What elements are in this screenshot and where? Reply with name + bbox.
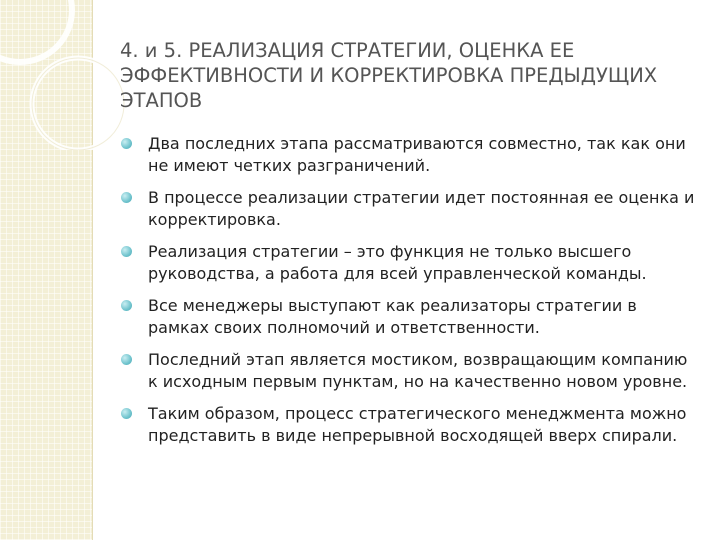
bullet-dot-icon xyxy=(121,192,132,203)
bullet-item xyxy=(120,349,698,393)
bullet-text: Два последних этапа рассматриваются совместно, так как они не имеют четких разграничений. xyxy=(148,134,686,175)
bullet-item xyxy=(120,241,698,285)
bullet-dot-icon xyxy=(121,354,132,365)
bullet-text: Все менеджеры выступают как реализаторы стратегии в рамках своих полномочий и ответственности. xyxy=(148,296,637,337)
bullet-item xyxy=(120,295,698,339)
bullet-dot-icon xyxy=(121,138,132,149)
slide-title: 4. и 5. РЕАЛИЗАЦИЯ СТРАТЕГИИ, ОЦЕНКА ЕЕ ЭФФЕКТИВНОСТИ И КОРРЕКТИРОВКА ПРЕДЫДУЩИХ ЭТАПОВ xyxy=(120,39,658,112)
bullet-dot-icon xyxy=(121,408,132,419)
bullet-text: Реализация стратегии – это функция не только высшего руководства, а работа для всей управленческой команды. xyxy=(148,242,647,283)
bullet-list xyxy=(120,133,698,457)
bullet-item xyxy=(120,403,698,447)
bullet-text: Таким образом, процесс стратегического менеджмента можно представить в виде непрерывной восходящей вверх спирали. xyxy=(148,404,687,445)
bullet-item xyxy=(120,133,698,177)
bullet-text: В процессе реализации стратегии идет постоянная ее оценка и корректировка. xyxy=(148,188,695,229)
bullet-dot-icon xyxy=(121,300,132,311)
bullet-item xyxy=(120,187,698,231)
bullet-text: Последний этап является мостиком, возвращающим компанию к исходным первым пунктам, но на качественно новом уровне. xyxy=(148,350,688,391)
bullet-dot-icon xyxy=(121,246,132,257)
